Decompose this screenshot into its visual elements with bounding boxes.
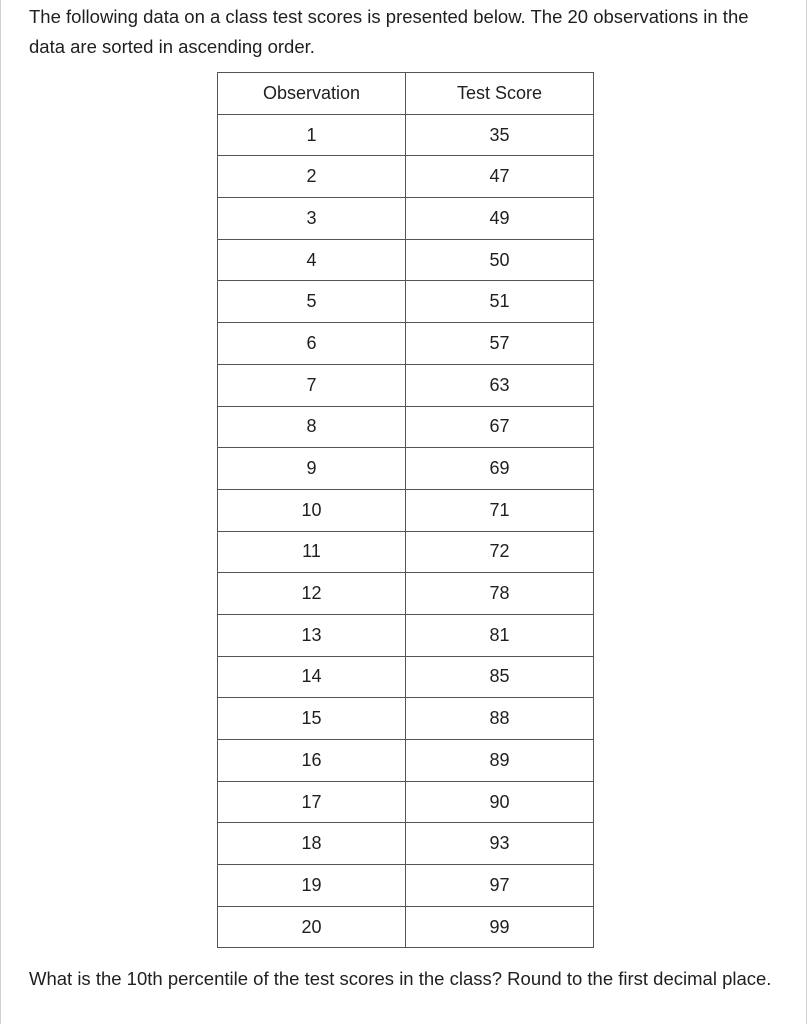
- observation-cell: 19: [218, 865, 406, 907]
- test-score-header: Test Score: [406, 73, 594, 115]
- observation-cell: 13: [218, 614, 406, 656]
- observation-cell: 11: [218, 531, 406, 573]
- test-score-cell: 90: [406, 781, 594, 823]
- observation-cell: 12: [218, 573, 406, 615]
- observation-cell: 17: [218, 781, 406, 823]
- test-score-cell: 35: [406, 114, 594, 156]
- observation-cell: 6: [218, 323, 406, 365]
- observation-cell: 1: [218, 114, 406, 156]
- table-body: [218, 114, 594, 948]
- test-score-cell: 72: [406, 531, 594, 573]
- observation-cell: 10: [218, 489, 406, 531]
- table-row: [218, 781, 594, 823]
- observation-cell: 18: [218, 823, 406, 865]
- test-score-cell: 50: [406, 239, 594, 281]
- observation-cell: 4: [218, 239, 406, 281]
- test-score-cell: 67: [406, 406, 594, 448]
- test-score-cell: 49: [406, 198, 594, 240]
- table-row: [218, 281, 594, 323]
- observation-cell: 20: [218, 906, 406, 948]
- test-score-cell: 97: [406, 865, 594, 907]
- table-row: [218, 406, 594, 448]
- test-score-cell: 85: [406, 656, 594, 698]
- table-row: [218, 364, 594, 406]
- observation-cell: 15: [218, 698, 406, 740]
- test-score-cell: 99: [406, 906, 594, 948]
- observation-cell: 3: [218, 198, 406, 240]
- table-row: [218, 114, 594, 156]
- observation-cell: 8: [218, 406, 406, 448]
- table-row: [218, 156, 594, 198]
- test-score-cell: 47: [406, 156, 594, 198]
- test-score-cell: 88: [406, 698, 594, 740]
- test-score-cell: 81: [406, 614, 594, 656]
- table-header-row: [218, 73, 594, 115]
- table-row: [218, 239, 594, 281]
- test-score-cell: 71: [406, 489, 594, 531]
- observation-cell: 5: [218, 281, 406, 323]
- table-row: [218, 906, 594, 948]
- table-row: [218, 865, 594, 907]
- observation-cell: 9: [218, 448, 406, 490]
- table-row: [218, 656, 594, 698]
- question-text: What is the 10th percentile of the test scores in the class? Round to the first decimal place.: [29, 968, 772, 989]
- test-score-cell: 93: [406, 823, 594, 865]
- test-score-cell: 89: [406, 740, 594, 782]
- table-row: [218, 448, 594, 490]
- test-score-cell: 78: [406, 573, 594, 615]
- test-score-cell: 57: [406, 323, 594, 365]
- test-score-cell: 51: [406, 281, 594, 323]
- test-score-table: [217, 72, 594, 948]
- table-row: [218, 573, 594, 615]
- test-score-cell: 69: [406, 448, 594, 490]
- table-row: [218, 698, 594, 740]
- table-row: [218, 823, 594, 865]
- observation-cell: 7: [218, 364, 406, 406]
- table-row: [218, 198, 594, 240]
- table-row: [218, 740, 594, 782]
- table-row: [218, 323, 594, 365]
- test-score-cell: 63: [406, 364, 594, 406]
- observation-cell: 2: [218, 156, 406, 198]
- intro-text: The following data on a class test scores is presented below. The 20 observations in the data are sorted in ascending order.: [29, 6, 749, 57]
- observation-cell: 16: [218, 740, 406, 782]
- observation-cell: 14: [218, 656, 406, 698]
- table-row: [218, 614, 594, 656]
- table-row: [218, 531, 594, 573]
- table-row: [218, 489, 594, 531]
- observation-header: Observation: [218, 73, 406, 115]
